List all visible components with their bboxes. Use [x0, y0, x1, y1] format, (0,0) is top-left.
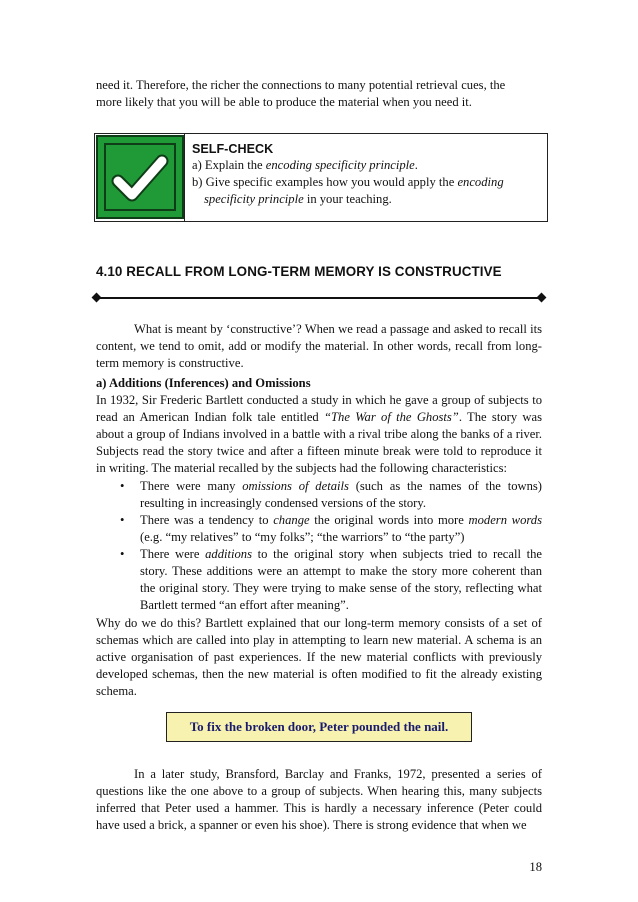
heading-rule: [96, 297, 542, 299]
bullet2-italic-1: change: [273, 513, 310, 527]
bullet2-italic-2: modern words: [468, 513, 543, 527]
item-b-prefix: b) Give specific examples how you would apply the: [192, 175, 458, 189]
intro-line-1: need it. Therefore, the richer the connections to many potential retrieval cues, the: [96, 78, 506, 92]
paragraph-constructive: What is meant by ‘constructive’? When we read a passage and asked to recall its content, we tend to omit, add or modify the material. In other words, recall from long-term memory is constructive.: [96, 322, 542, 370]
intro-line-2: more likely that you will be able to produce the material when you need it.: [96, 95, 472, 109]
item-a-prefix: a) Explain the: [192, 158, 266, 172]
checkmark-glyph: [98, 137, 182, 217]
paragraph-schemas: Why do we do this? Bartlett explained that our long-term memory consists of a set of schemas which are called into play in attempting to learn new material. A schema is an active organisation of past experiences. If the new material conflicts with previously developed schemas, then the new material is often modified to fit the already existing schema.: [96, 616, 542, 698]
self-check-item-b: [192, 174, 542, 208]
bullet2-text-c: (e.g. “my relatives” to “my folks”; “the warriors” to “the party”): [140, 530, 465, 544]
bullet1-text-b: (such as the names of the towns) resulting in increasingly condensed versions of the story.: [140, 479, 542, 510]
paragraph-bransford: In a later study, Bransford, Barclay and Franks, 1972, presented a series of questions like the one above to a group of subjects. When hearing this, many subjects inferred that Peter used a hammer. This is hardly a necessary inference (Peter could have used a brick, a spanner or even his shoe). There is strong evidence that when we: [96, 767, 542, 832]
callout-text: To fix the broken door, Peter pounded the nail.: [189, 719, 449, 734]
list-item: [118, 546, 542, 614]
bullet1-italic: omissions of details: [242, 479, 349, 493]
characteristics-list: [118, 478, 542, 614]
item-b-italic1: encoding: [457, 175, 504, 189]
rule-diamond-left: [92, 293, 102, 303]
self-check-title: SELF-CHECK: [192, 142, 274, 156]
paragraph-bartlett: [96, 375, 542, 477]
bullet3-text-a: There were: [140, 547, 206, 561]
self-check-item-a: [192, 157, 542, 174]
bullet-icon: •: [120, 479, 125, 493]
example-callout: [166, 712, 472, 742]
list-item: [118, 478, 542, 512]
intro-paragraph: [96, 77, 542, 111]
checkmark-icon: [96, 135, 184, 219]
item-b-suffix: in your teaching.: [303, 192, 392, 206]
para2-prefix: In 1932, Sir Frederic Bartlett conducted a study in which he gave a group of subjects to read an American Indian folk tale entitled: [96, 393, 542, 424]
bullet2-text-b: the original words into more: [309, 513, 469, 527]
rule-diamond-right: [537, 293, 547, 303]
bullet1-text-a: There were many: [140, 479, 243, 493]
page-number: 18: [529, 860, 542, 874]
self-check-divider: [184, 133, 185, 222]
list-item: [118, 512, 542, 546]
bullet3-text-b: to the original story when subjects tried to recall the story. These additions were an attempt to make the story more coherent than the original story. They were trying to make sense of the story, reflecting what Bartlett termed “an effort after meaning”.: [140, 547, 542, 612]
para2-italic: “The War of the Ghosts”: [324, 410, 459, 424]
para2-suffix: . The story was about a group of Indians involved in a battle with a rival tribe along the banks of a river. Subjects read the story twice and after a fifteen minute break were told to reproduce it in writing. The material recalled by the subjects had the following characteristics:: [96, 410, 542, 475]
section-heading: 4.10 RECALL FROM LONG-TERM MEMORY IS CONSTRUCTIVE: [96, 264, 502, 279]
bullet3-italic: additions: [205, 547, 252, 561]
bullet-icon: •: [120, 547, 125, 561]
bullet-icon: •: [120, 513, 125, 527]
item-a-italic: encoding specificity principle: [265, 158, 415, 172]
item-a-suffix: .: [414, 158, 418, 172]
item-b-italic2: specificity principle: [204, 192, 304, 206]
subheading-additions: a) Additions (Inferences) and Omissions: [96, 376, 311, 390]
bullet2-text-a: There was a tendency to: [140, 513, 274, 527]
